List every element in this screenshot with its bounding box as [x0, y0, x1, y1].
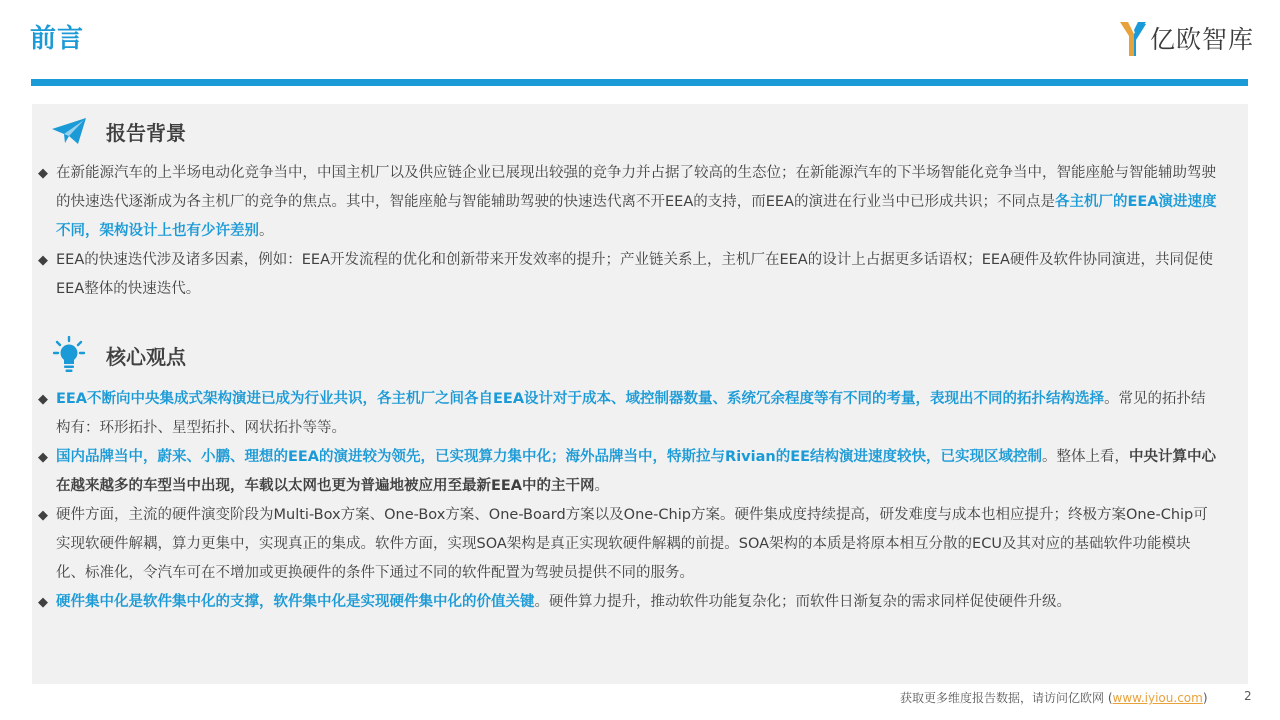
section-heading-background [50, 112, 186, 150]
footer-text-end: ) [1202, 691, 1208, 705]
footer-text: 获取更多维度报告数据，请访问亿欧网 ( [900, 691, 1113, 705]
section-title: 报告背景 [106, 120, 186, 145]
section-title: 核心观点 [106, 344, 186, 369]
highlighted-text: EEA不断向中央集成式架构演进已成为行业共识，各主机厂之间各自EEA设计对于成本、域控制器数量、系统冗余程度等有不同的考量，表现出不同的拓扑结构选择 [56, 391, 1105, 407]
bullet-item [38, 246, 1218, 304]
bullet-text: 。硬件算力提升，推动软件功能复杂化；而软件日渐复杂的需求同样促使硬件升级。 [534, 594, 1071, 610]
bullet-text: 。 [594, 478, 610, 494]
bullet-text: 在新能源汽车的上半场电动化竞争当中，中国主机厂以及供应链企业已展现出较强的竞争力并占据了较高的生态位；在新能源汽车的下半场智能化竞争当中，智能座舱与智能辅助驾驶的快速迭代逐渐成为各主机厂的竞争的焦点。其中，智能座舱与智能辅助驾驶的快速迭代离不开EEA的支持，而EEA的演进在行业当中已形成共识；不同点是 [56, 165, 1216, 210]
diamond-bullet-icon: ◆ [38, 508, 48, 523]
bullet-text: 。 [259, 223, 274, 239]
bullet-item [38, 501, 1218, 588]
paper-plane-icon [50, 112, 88, 150]
bullet-text: 硬件方面，主流的硬件演变阶段为Multi-Box方案、One-Box方案、One-Board方案以及One-Chip方案。硬件集成度持续提高，研发难度与成本也相应提升；终极方案One-Chip可实现软硬件解耦，算力更集中，实现真正的集成。软件方面，实现SOA架构是真正实现软硬件解耦的前提。SOA架构的本质是将原本相互分散的ECU及其对应的基础软件功能模块化、标准化，令汽车可在不增加或更换硬件的条件下通过不同的软件配置为驾驶员提供不同的服务。 [56, 507, 1208, 581]
page-number: 2 [1244, 689, 1252, 703]
bullet-item [38, 443, 1218, 501]
highlighted-text: 各主机厂的EEA演进速度不同，架构设计上也有少许差别 [56, 194, 1217, 239]
header-divider [31, 79, 1248, 86]
bullet-text: 。常见的拓扑结构有：环形拓扑、星型拓扑、网状拓扑等等。 [56, 391, 1206, 436]
bullet-item [38, 588, 1218, 617]
lightbulb-icon [50, 336, 88, 374]
emphasized-text: 中央计算中心在越来越多的车型当中出现，车载以太网也更为普遍地被应用至最新EEA中的主干网 [56, 449, 1217, 494]
footer-link[interactable]: www.iyiou.com [1112, 691, 1203, 705]
footer-note [900, 689, 1208, 706]
bullet-text: EEA的快速迭代涉及诸多因素，例如：EEA开发流程的优化和创新带来开发效率的提升；产业链关系上，主机厂在EEA的设计上占据更多话语权；EEA硬件及软件协同演进，共同促使EEA整体的快速迭代。 [56, 252, 1213, 297]
bullet-text: 。整体上看， [1042, 449, 1130, 465]
diamond-bullet-icon: ◆ [38, 253, 48, 268]
logo-text: 亿欧智库 [1150, 25, 1255, 54]
section-heading-core-views [50, 336, 186, 374]
diamond-bullet-icon: ◆ [38, 166, 48, 181]
highlighted-text: 硬件集中化是软件集中化的支撑，软件集中化是实现硬件集中化的价值关键 [56, 594, 535, 610]
diamond-bullet-icon: ◆ [38, 392, 48, 407]
bullet-item [38, 159, 1218, 246]
logo-mark-icon [1118, 18, 1148, 58]
yiou-logo [1118, 18, 1254, 58]
page-title: 前言 [30, 24, 85, 54]
highlighted-text: 国内品牌当中，蔚来、小鹏、理想的EEA的演进较为领先，已实现算力集中化；海外品牌当中，特斯拉与Rivian的EE结构演进速度较快，已实现区域控制 [56, 449, 1043, 465]
background-bullet-list [38, 159, 1218, 304]
core-views-bullet-list [38, 385, 1218, 617]
bullet-item [38, 385, 1218, 443]
diamond-bullet-icon: ◆ [38, 450, 48, 465]
diamond-bullet-icon: ◆ [38, 595, 48, 610]
